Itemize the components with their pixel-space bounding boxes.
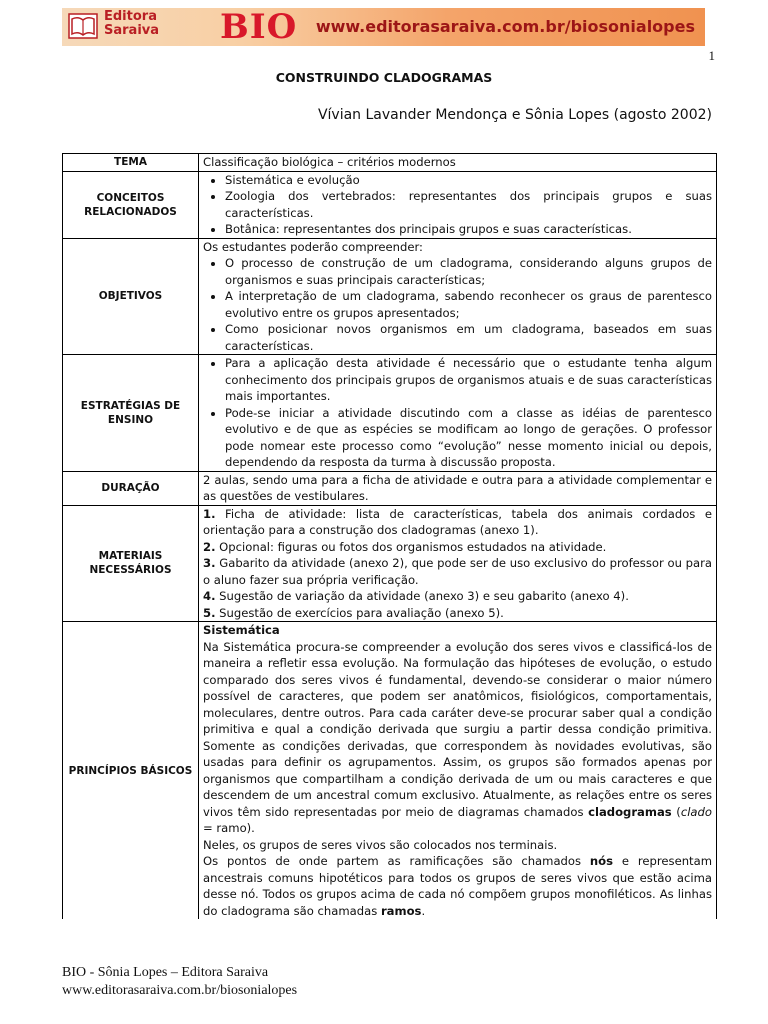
label-conceitos: CONCEITOS RELACIONADOS xyxy=(63,171,199,238)
item-text: Sugestão de variação da atividade (anexo 3) e seu gabarito (anexo 4). xyxy=(219,589,629,603)
publisher-line1: Editora xyxy=(104,9,157,24)
footer-line1: BIO - Sônia Lopes – Editora Saraiva xyxy=(62,965,269,980)
label-tema: TEMA xyxy=(63,154,199,172)
page-title: CONSTRUINDO CLADOGRAMAS xyxy=(275,70,493,85)
label-principios: PRINCÍPIOS BÁSICOS xyxy=(63,622,199,920)
lesson-plan-table xyxy=(62,153,717,919)
list-item xyxy=(203,555,712,588)
term-ramos: ramos xyxy=(380,903,422,918)
row-materiais xyxy=(63,505,717,622)
item-text: Gabarito da atividade (anexo 2), que pode ser de uso exclusivo do professor ou para o aluno fazer sua própria verificação. xyxy=(203,556,713,587)
label-materiais: MATERIAIS NECESSÁRIOS xyxy=(63,505,199,622)
page-number: 1 xyxy=(708,48,715,63)
footer-url[interactable]: www.editorasaraiva.com.br/biosonialopes xyxy=(62,983,298,998)
section-heading: Sistemática xyxy=(203,623,280,637)
authors-line: Vívian Lavander Mendonça e Sônia Lopes (agosto 2002) xyxy=(317,107,712,123)
list-item xyxy=(203,506,712,539)
row-principios xyxy=(63,622,717,920)
term-nos: nós xyxy=(589,854,614,868)
paragraph-1: Na Sistemática procura-se compreender a evolução dos seres vivos e classificá-los de maneira a refletir essa evolução. Na formulação das hipóteses de evolução, o estudo comparado dos seres vivos é fundamental, devendo-se considerar o maior número possível de caracteres, que podem ser anatômicos, fisiológicos, comportamentais, moleculares, dentre outros. Para cada caráter deve-se procurar saber qual a condição primitiva e qual a condição derivada que surgiu a partir dessa condição primitiva. Somente as condições derivadas, que correspondem às novidades evolutivas, são usadas para definir os agrupamentos. Assim, os grupos são formados apenas por organismos que compartilham a condição derivada de um ou mais caracteres e que descendem de um ancestral comum exclusivo. Atualmente, as relações entre os seres vivos têm sido representadas por meio de diagramas chamados cladogramas (clado = ramo). xyxy=(203,639,712,835)
objetivos-intro: Os estudantes poderão compreender: xyxy=(203,239,423,254)
list-item: • Sistemática e evolução xyxy=(225,172,712,189)
principios-content xyxy=(199,622,717,920)
item-number: 1. xyxy=(203,506,216,521)
item-number: 3. xyxy=(203,556,216,570)
list-item xyxy=(203,539,712,556)
paragraph-2: Neles, os grupos de seres vivos são colocados nos terminais. xyxy=(203,837,558,852)
item-text: Opcional: figuras ou fotos dos organismos estudados na atividade. xyxy=(219,539,607,554)
tema-text: Classificação biológica – critérios modernos xyxy=(199,154,717,172)
item-number: 2. xyxy=(203,539,216,554)
item-text: Ficha de atividade: lista de características, tabela dos animais cordados e orientação para a construção dos cladogramas (anexo 1). xyxy=(203,506,713,537)
duracao-text: 2 aulas, sendo uma para a ficha de atividade e outra para a atividade complementar e as questões de vestibulares. xyxy=(199,471,717,505)
row-duracao xyxy=(63,471,717,505)
row-tema xyxy=(63,154,717,172)
term-clado: clado xyxy=(680,804,712,819)
publisher-logo-text xyxy=(104,10,159,38)
list-item: • Botânica: representantes dos principais grupos e suas características. xyxy=(225,221,712,238)
label-objetivos: OBJETIVOS xyxy=(63,238,199,355)
item-text: Sugestão de exercícios para avaliação (anexo 5). xyxy=(219,605,504,620)
row-objetivos xyxy=(63,238,717,355)
item-number: 5. xyxy=(203,605,216,620)
list-item: • Pode-se iniciar a atividade discutindo com a classe as idéias de parentesco evolutivo e de que as espécies se modificam ao longo de gerações. O professor pode nomear este processo como “evolução” nesse momento inicial ou depois, dependendo da resposta da turma à discussão proposta. xyxy=(225,405,712,471)
list-item: • A interpretação de um cladograma, sabendo reconhecer os graus de parentesco evolutivo entre os grupos apresentados; xyxy=(225,288,712,321)
label-duracao: DURAÇÃO xyxy=(63,471,199,505)
header-site-url: www.editorasaraiva.com.br/biosonialopes xyxy=(315,17,695,36)
list-item: • Para a aplicação desta atividade é necessário que o estudante tenha algum conhecimento dos principais grupos de organismos atuais e de suas características mais importantes. xyxy=(225,355,712,405)
list-item: • Zoologia dos vertebrados: representantes dos principais grupos e suas características. xyxy=(225,188,712,221)
label-estrategias: ESTRATÉGIAS DE ENSINO xyxy=(63,355,199,472)
paragraph-3: Os pontos de onde partem as ramificações são chamados nós e representam ancestrais comuns hipotéticos para todos os grupos de seres vivos que estão acima desse nó. Todos os grupos acima de cada nó compõem grupos monofiléticos. As linhas do cladograma são chamadas ramos. xyxy=(203,854,712,918)
conceitos-content xyxy=(199,171,717,238)
list-item: • Como posicionar novos organismos em um cladograma, baseados em suas características. xyxy=(225,321,712,354)
row-conceitos xyxy=(63,171,717,238)
open-book-logo-icon xyxy=(68,11,98,41)
materiais-content xyxy=(199,505,717,622)
page-footer xyxy=(62,964,297,1000)
header-banner xyxy=(62,8,705,46)
term-cladogramas: cladogramas xyxy=(588,804,672,819)
bio-logo: BIO xyxy=(220,7,298,47)
item-number: 4. xyxy=(203,589,216,603)
list-item xyxy=(203,605,712,622)
list-item xyxy=(203,588,712,605)
objetivos-content xyxy=(199,238,717,355)
row-estrategias xyxy=(63,355,717,472)
publisher-line2: Saraiva xyxy=(104,23,160,38)
estrategias-content xyxy=(199,355,717,472)
list-item: • O processo de construção de um cladograma, considerando alguns grupos de organismos e suas principais características; xyxy=(225,255,712,288)
